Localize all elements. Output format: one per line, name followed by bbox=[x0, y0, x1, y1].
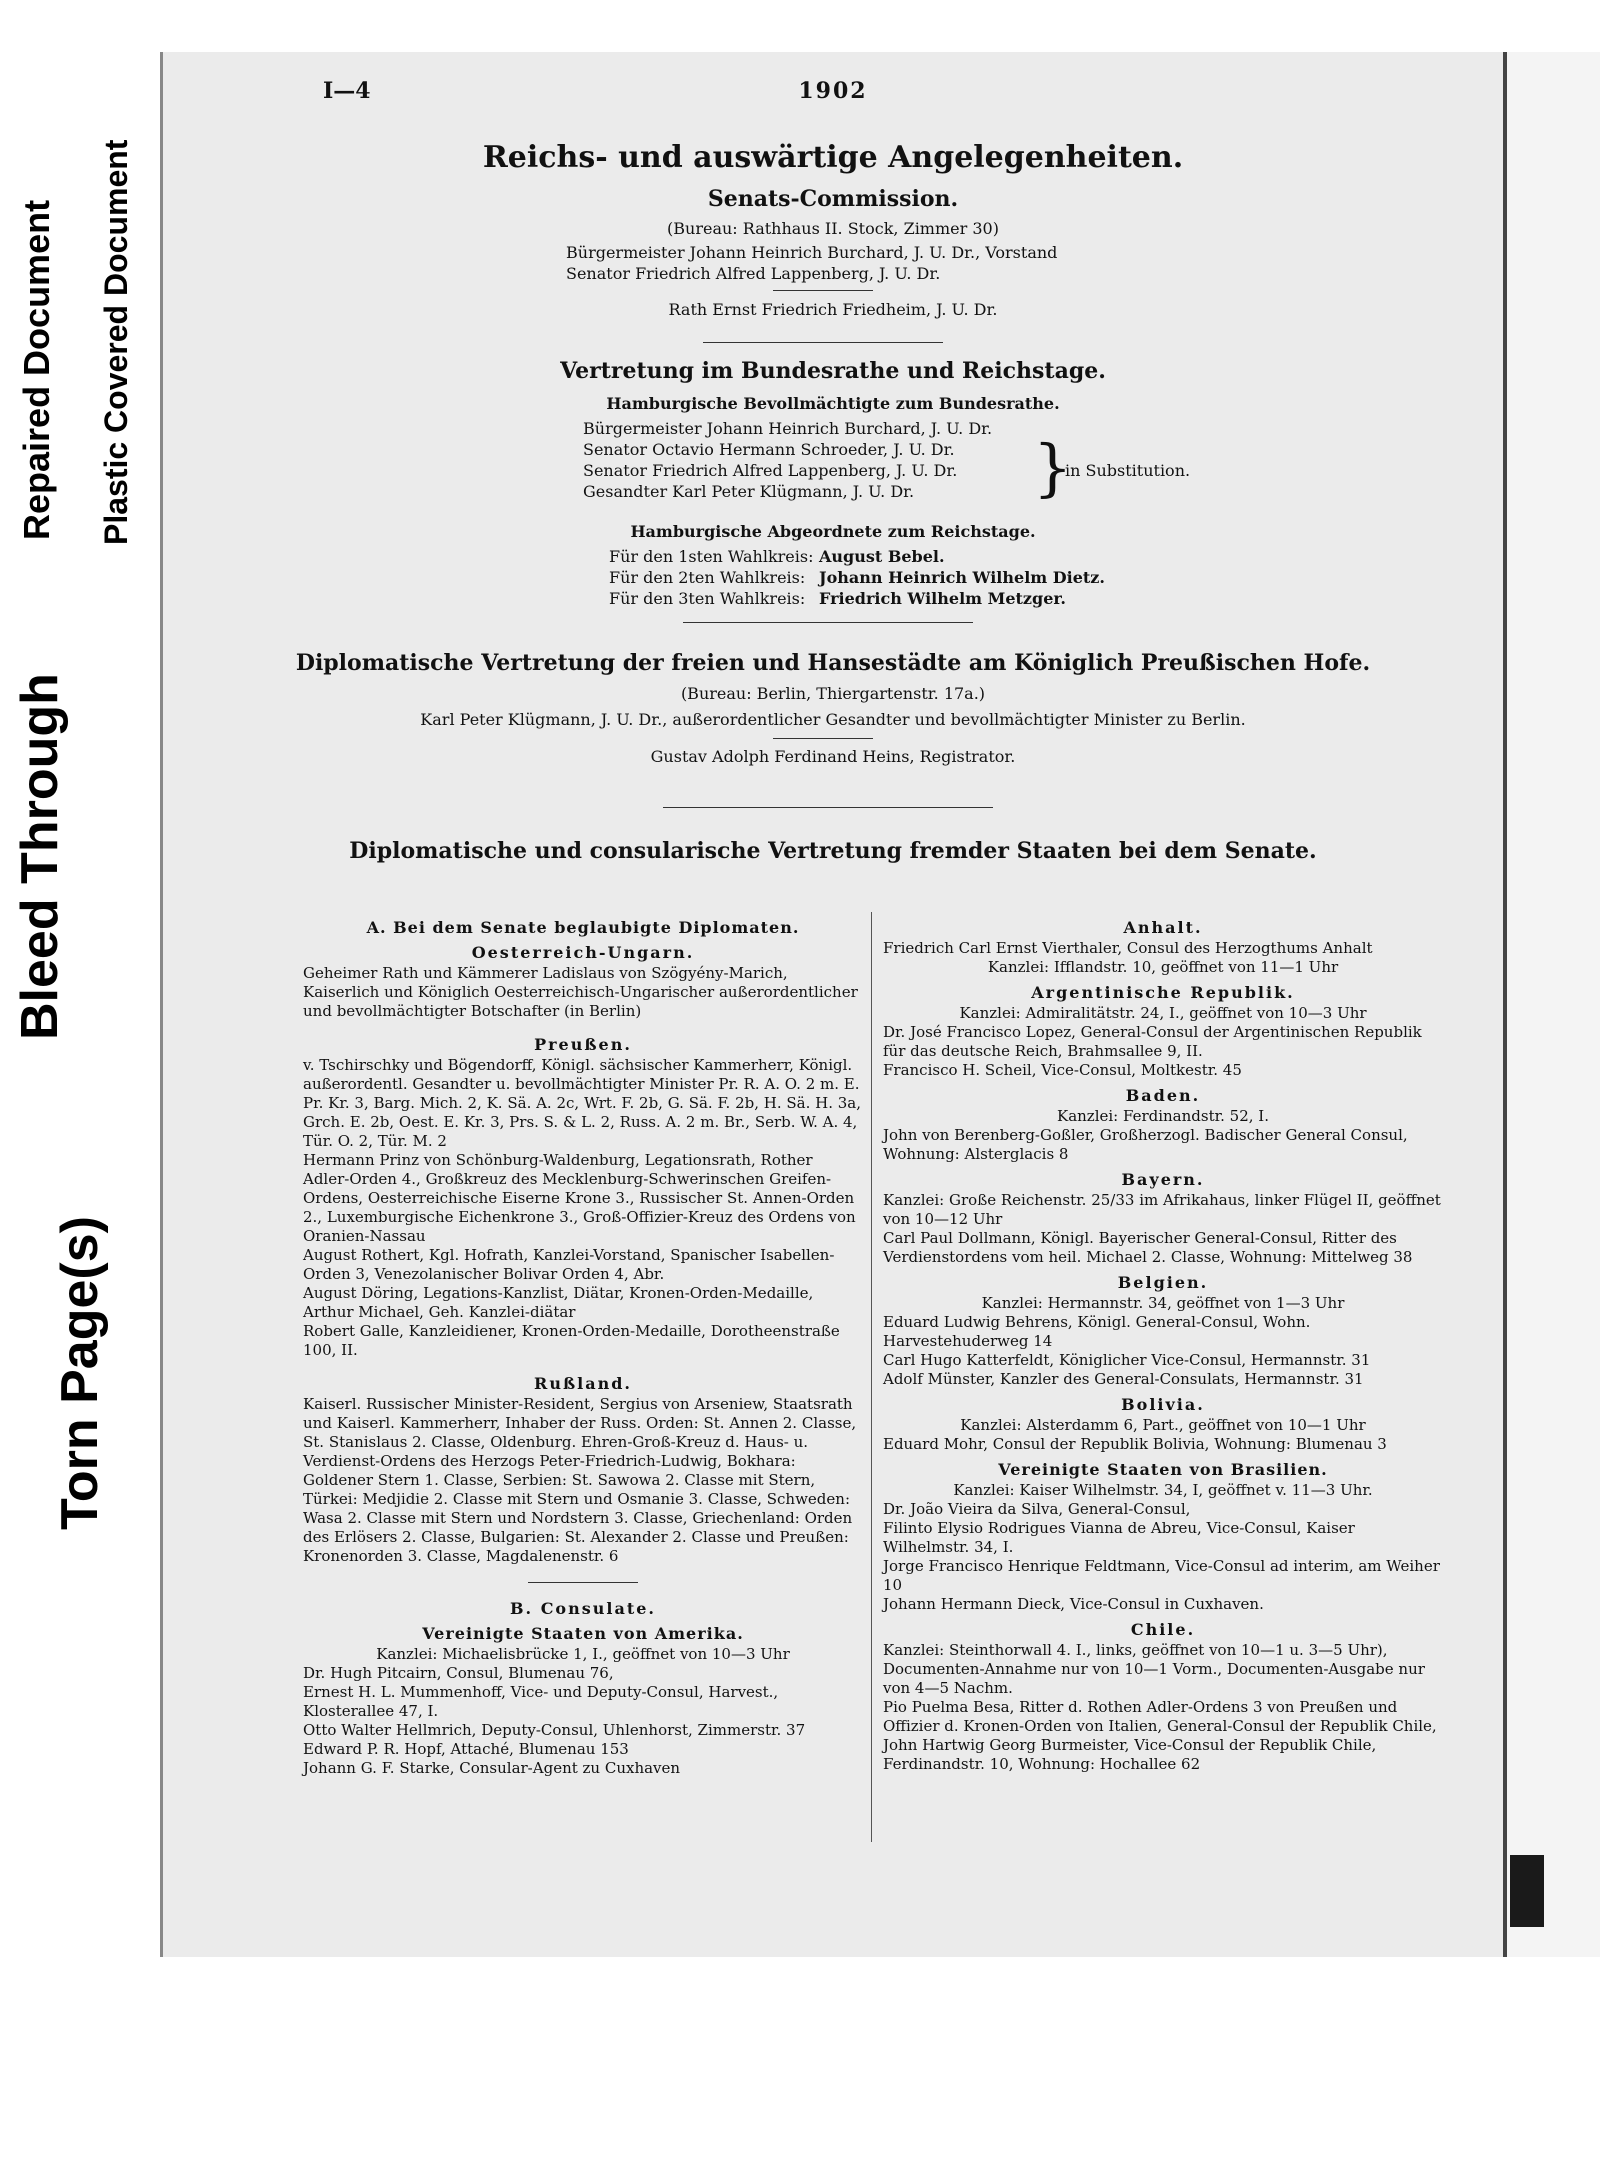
adjacent-page-edge bbox=[1503, 52, 1600, 1957]
senat-heading: Senats-Commission. bbox=[707, 186, 959, 212]
belgien-entry: Adolf Münster, Kanzler des General-Consulats, Hermannstr. 31 bbox=[883, 1370, 1364, 1388]
preussen-hof-line2: Gustav Adolph Ferdinand Heins, Registrator. bbox=[650, 747, 1016, 766]
bayern-entry: Kanzlei: Große Reichenstr. 25/33 im Afrikahaus, linker Flügel II, geöffnet von 10—12 Uhr bbox=[883, 1191, 1441, 1228]
preussen-entry: Arthur Michael, Geh. Kanzlei-diätar bbox=[303, 1303, 576, 1321]
brasilien-entry: Dr. João Vieira da Silva, General-Consul, bbox=[883, 1500, 1191, 1518]
abgeordneter: Johann Heinrich Wilhelm Dietz. bbox=[819, 568, 1105, 587]
russland-entry: Kaiserl. Russischer Minister-Resident, Sergius von Arseniew, Staatsrath und Kaiserl. Kammerherr, Inhaber der Russ. Orden: St. Annen 2. Classe, St. Stanislaus 2. Classe, Oldenburg. Ehren-Groß-Kreuz d. Haus- u. Verdienst-Ordens des Herzogs Peter-Friedrich-Ludwig, Bokhara: Goldener Stern 1. Classe, Serbien: St. Sawowa 2. Classe mit Stern, Türkei: Medjidie 2. Classe mit Stern und Osmanie 3. Classe, Schweden: Wasa 2. Classe mit Stern und Nordstern 3. Classe, Griechenland: Orden des Erlösers 2. Classe, Bulgarien: St. Alexander 2. Classe und Preußen: Kronenorden 3. Classe, Magdalenenstr. 6 bbox=[303, 1395, 857, 1565]
divider bbox=[773, 738, 873, 739]
oesterreich-entry: Geheimer Rath und Kämmerer Ladislaus von Szögyény-Marich, Kaiserlich und Königlich Oesterreichisch-Ungarischer außerordentlicher und bevollmächtigter Botschafter (in Berlin) bbox=[303, 964, 858, 1020]
page-title: Reichs- und auswärtige Angelegenheiten. bbox=[482, 140, 1184, 175]
preussen-entry: Robert Galle, Kanzleidiener, Kronen-Orden-Medaille, Dorotheenstraße 100, II. bbox=[303, 1322, 840, 1359]
section-bolivia: Bolivia. bbox=[1121, 1395, 1205, 1414]
fremde-heading: Diplomatische und consularische Vertretung fremder Staaten bei dem Senate. bbox=[349, 838, 1317, 864]
reichstag-row bbox=[609, 546, 1105, 567]
divider bbox=[528, 1582, 638, 1583]
section-oesterreich: Oesterreich-Ungarn. bbox=[471, 943, 695, 962]
side-labels bbox=[0, 0, 150, 1560]
divider bbox=[683, 622, 973, 623]
bundesrath-members bbox=[583, 418, 992, 502]
bundesrath-member: Gesandter Karl Peter Klügmann, J. U. Dr. bbox=[583, 482, 915, 501]
reichstag-row bbox=[609, 588, 1105, 609]
section-anhalt: Anhalt. bbox=[1123, 918, 1203, 937]
anhalt-entry: Kanzlei: Ifflandstr. 10, geöffnet von 11—1 Uhr bbox=[987, 958, 1339, 976]
preussen-entry: Hermann Prinz von Schönburg-Waldenburg, Legationsrath, Rother Adler-Orden 4., Großkreuz des Mecklenburg-Schwerinschen Greifen-Ordens, Oesterreichische Eiserne Krone 3., Russischer St. Annen-Orden 2., Luxemburgische Eichenkrone 3., Groß-Offizier-Kreuz des Ordens von Oranien-Nassau bbox=[303, 1151, 856, 1245]
senat-member: Senator Friedrich Alfred Lappenberg, J. U. Dr. bbox=[566, 264, 941, 283]
senat-member: Bürgermeister Johann Heinrich Burchard, J. U. Dr., Vorstand bbox=[566, 243, 1058, 262]
section-belgien: Belgien. bbox=[1117, 1273, 1209, 1292]
substitution-note: in Substitution. bbox=[1065, 461, 1191, 480]
bolivia-entry: Kanzlei: Alsterdamm 6, Part., geöffnet von 10—1 Uhr bbox=[960, 1416, 1366, 1434]
senat-members bbox=[566, 242, 1057, 284]
preussen-hof-line1: Karl Peter Klügmann, J. U. Dr., außerordentlicher Gesandter und bevollmächtigter Minister zu Berlin. bbox=[420, 710, 1246, 729]
bundesrath-member: Senator Friedrich Alfred Lappenberg, J. U. Dr. bbox=[583, 461, 958, 480]
divider bbox=[773, 290, 873, 291]
page-edge-tab bbox=[1510, 1855, 1544, 1927]
senat-rath: Rath Ernst Friedrich Friedheim, J. U. Dr. bbox=[668, 300, 998, 319]
preussen-entry: v. Tschirschky und Bögendorff, Königl. sächsischer Kammerherr, Königl. außerordentl. Gesandter u. bevollmächtigter Minister Pr. R. A. O. 2 m. E. Pr. Kr. 3, Barg. Mich. 2, K. Sä. A. 2c, Wrt. F. 2b, G. Sä. F. 2b, H. Sä. H. 3a, Grch. E. 2b, Oest. E. Kr. 3, Prs. S. & L. 2, Russ. A. 2 m. Br., Serb. W. A. 4, Tür. O. 2, Tür. M. 2 bbox=[303, 1056, 861, 1150]
amerika-entry: Edward P. R. Hopf, Attaché, Blumenau 153 bbox=[303, 1740, 629, 1758]
divider bbox=[663, 807, 993, 808]
baden-entry: Kanzlei: Ferdinandstr. 52, I. bbox=[1056, 1107, 1269, 1125]
brasilien-entry: Filinto Elysio Rodrigues Vianna de Abreu, Vice-Consul, Kaiser Wilhelmstr. 34, I. bbox=[883, 1519, 1355, 1556]
brace: } bbox=[1033, 431, 1073, 504]
section-preussen: Preußen. bbox=[534, 1035, 632, 1054]
section-chile: Chile. bbox=[1130, 1620, 1196, 1639]
bundesrath-heading: Vertretung im Bundesrathe und Reichstage. bbox=[560, 358, 1106, 384]
bundesrath-sub: Hamburgische Bevollmächtigte zum Bundesrathe. bbox=[606, 394, 1060, 413]
chile-entry: Pio Puelma Besa, Ritter d. Rothen Adler-Ordens 3 von Preußen und Offizier d. Kronen-Orden von Italien, General-Consul der Republik Chile, bbox=[883, 1698, 1437, 1735]
section-argentinien: Argentinische Republik. bbox=[1031, 983, 1295, 1002]
label-bleed-through: Bleed Through bbox=[11, 673, 69, 1040]
bolivia-entry: Eduard Mohr, Consul der Republik Bolivia, Wohnung: Blumenau 3 bbox=[883, 1435, 1387, 1453]
reichstag-heading: Hamburgische Abgeordnete zum Reichstage. bbox=[630, 522, 1036, 541]
bayern-entry: Carl Paul Dollmann, Königl. Bayerischer General-Consul, Ritter des Verdienstordens vom heil. Michael 2. Classe, Wohnung: Mittelweg 38 bbox=[883, 1229, 1413, 1266]
brasilien-entry: Jorge Francisco Henrique Feldtmann, Vice-Consul ad interim, am Weiher 10 bbox=[883, 1557, 1440, 1594]
divider bbox=[703, 342, 943, 343]
column-separator bbox=[871, 912, 872, 1842]
label-repaired-document: Repaired Document bbox=[16, 199, 57, 540]
abgeordneter: August Bebel. bbox=[819, 547, 945, 566]
preussen-hof-heading: Diplomatische Vertretung der freien und Hansestädte am Königlich Preußischen Hofe. bbox=[295, 650, 1371, 676]
left-column bbox=[303, 912, 863, 1778]
bundesrath-member: Senator Octavio Hermann Schroeder, J. U. Dr. bbox=[583, 440, 955, 459]
bundesrath-member: Bürgermeister Johann Heinrich Burchard, J. U. Dr. bbox=[583, 419, 993, 438]
preussen-hof-bureau: (Bureau: Berlin, Thiergartenstr. 17a.) bbox=[680, 684, 986, 703]
belgien-entry: Kanzlei: Hermannstr. 34, geöffnet von 1—3 Uhr bbox=[981, 1294, 1345, 1312]
section-b-heading: B. Consulate. bbox=[510, 1599, 656, 1618]
chile-entry: Kanzlei: Steinthorwall 4. I., links, geöffnet von 10—1 u. 3—5 Uhr), Documenten-Annahme nur von 10—1 Vorm., Documenten-Ausgabe nur von 4—5 Nachm. bbox=[883, 1641, 1425, 1697]
wahlkreis: Für den 3ten Wahlkreis: bbox=[609, 589, 806, 608]
section-baden: Baden. bbox=[1125, 1086, 1201, 1105]
belgien-entry: Eduard Ludwig Behrens, Königl. General-Consul, Wohn. Harvestehuderweg 14 bbox=[883, 1313, 1311, 1350]
belgien-entry: Carl Hugo Katterfeldt, Königlicher Vice-Consul, Hermannstr. 31 bbox=[883, 1351, 1371, 1369]
scanned-page bbox=[160, 52, 1503, 1957]
section-bayern: Bayern. bbox=[1121, 1170, 1205, 1189]
preussen-entry: August Rothert, Kgl. Hofrath, Kanzlei-Vorstand, Spanischer Isabellen-Orden 3, Venezolanischer Bolivar Orden 4, Abr. bbox=[303, 1246, 835, 1283]
page-number: I—4 bbox=[323, 78, 371, 104]
section-amerika: Vereinigte Staaten von Amerika. bbox=[422, 1624, 744, 1643]
amerika-kanzlei: Kanzlei: Michaelisbrücke 1, I., geöffnet von 10—3 Uhr bbox=[376, 1645, 790, 1663]
section-brasilien: Vereinigte Staaten von Brasilien. bbox=[998, 1460, 1328, 1479]
argentinien-entry: Kanzlei: Admiralitätstr. 24, I., geöffnet von 10—3 Uhr bbox=[959, 1004, 1367, 1022]
chile-entry: John Hartwig Georg Burmeister, Vice-Consul der Republik Chile, Ferdinandstr. 10, Wohnung: Hochallee 62 bbox=[883, 1736, 1377, 1773]
amerika-entry: Otto Walter Hellmrich, Deputy-Consul, Uhlenhorst, Zimmerstr. 37 bbox=[303, 1721, 806, 1739]
wahlkreis: Für den 1sten Wahlkreis: bbox=[609, 547, 814, 566]
argentinien-entry: Dr. José Francisco Lopez, General-Consul der Argentinischen Republik für das deutsche Reich, Brahmsallee 9, II. bbox=[883, 1023, 1422, 1060]
senat-bureau: (Bureau: Rathhaus II. Stock, Zimmer 30) bbox=[667, 219, 999, 238]
section-russland: Rußland. bbox=[534, 1374, 632, 1393]
baden-entry: John von Berenberg-Goßler, Großherzogl. Badischer General Consul, Wohnung: Alsterglacis 8 bbox=[883, 1126, 1408, 1163]
amerika-entry: Ernest H. L. Mummenhoff, Vice- und Deputy-Consul, Harvest., Klosterallee 47, I. bbox=[303, 1683, 779, 1720]
amerika-entry: Johann G. F. Starke, Consular-Agent zu Cuxhaven bbox=[303, 1759, 681, 1777]
amerika-entry: Dr. Hugh Pitcairn, Consul, Blumenau 76, bbox=[303, 1664, 614, 1682]
brasilien-entry: Johann Hermann Dieck, Vice-Consul in Cuxhaven. bbox=[883, 1595, 1264, 1613]
section-a-heading: A. Bei dem Senate beglaubigte Diplomaten. bbox=[366, 918, 800, 937]
preussen-entry: August Döring, Legations-Kanzlist, Diätar, Kronen-Orden-Medaille, bbox=[303, 1284, 814, 1302]
brasilien-entry: Kanzlei: Kaiser Wilhelmstr. 34, I, geöffnet v. 11—3 Uhr. bbox=[953, 1481, 1373, 1499]
anhalt-entry: Friedrich Carl Ernst Vierthaler, Consul des Herzogthums Anhalt bbox=[883, 939, 1373, 957]
reichstag-list bbox=[609, 546, 1105, 609]
right-column bbox=[883, 912, 1443, 1774]
argentinien-entry: Francisco H. Scheil, Vice-Consul, Moltkestr. 45 bbox=[883, 1061, 1242, 1079]
abgeordneter: Friedrich Wilhelm Metzger. bbox=[819, 589, 1066, 608]
label-plastic-covered-document: Plastic Covered Document bbox=[98, 139, 134, 545]
label-torn-pages: Torn Page(s) bbox=[51, 1216, 109, 1530]
page-year: 1902 bbox=[798, 78, 868, 104]
reichstag-row bbox=[609, 567, 1105, 588]
wahlkreis: Für den 2ten Wahlkreis: bbox=[609, 568, 806, 587]
